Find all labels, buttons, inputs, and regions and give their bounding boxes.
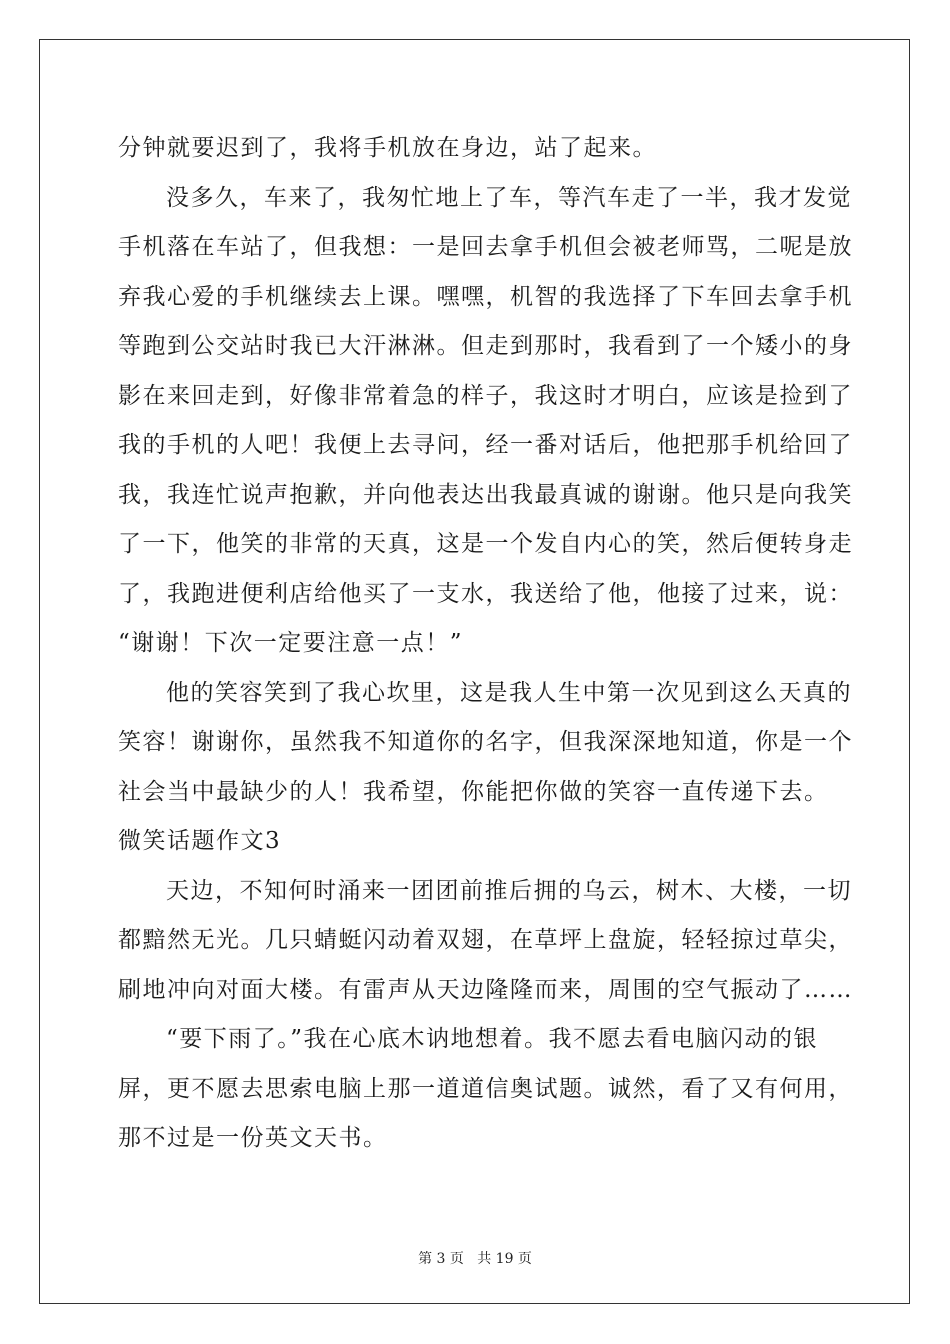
text-line: 我，我连忙说声抱歉，并向他表达出我最真诚的谢谢。他只是向我笑 xyxy=(118,481,853,508)
text-line: 手机落在车站了，但我想：一是回去拿手机但会被老师骂，二呢是放 xyxy=(118,234,853,260)
text-line: 那不过是一份英文天书。 xyxy=(118,1125,388,1151)
text-line: 没多久，车来了，我匆忙地上了车，等汽车走了一半，我才发觉 xyxy=(166,184,852,211)
text-line: 笑容！谢谢你，虽然我不知道你的名字，但我深深地知道，你是一个 xyxy=(118,729,853,755)
text-line: 刷地冲向对面大楼。有雷声从天边隆隆而来，周围的空气振动了…… xyxy=(118,976,853,1003)
text-line: 了一下，他笑的非常的天真，这是一个发自内心的笑，然后便转身走 xyxy=(118,531,853,557)
text-line: 分钟就要迟到了，我将手机放在身边，站了起来。 xyxy=(118,135,657,161)
text-line: 屏，更不愿去思索电脑上那一道道信奥试题。诚然，看了又有何用， xyxy=(118,1075,853,1102)
text-line: 影在来回走到，好像非常着急的样子，我这时才明白，应该是捡到了 xyxy=(118,382,853,409)
text-line: “谢谢！下次一定要注意一点！” xyxy=(118,630,464,656)
text-line: 他的笑容笑到了我心坎里，这是我人生中第一次见到这么天真的 xyxy=(166,679,852,706)
page-number: 第 3 页 共 19 页 xyxy=(418,1251,532,1267)
text-line: 等跑到公交站时我已大汗淋淋。但走到那时，我看到了一个矮小的身 xyxy=(118,333,853,359)
text-line: 弃我心爱的手机继续去上课。嘿嘿，机智的我选择了下车回去拿手机 xyxy=(118,283,853,310)
text-line: 我的手机的人吧！我便上去寻问，经一番对话后，他把那手机给回了 xyxy=(118,432,853,458)
text-line: 社会当中最缺少的人！我希望，你能把你做的笑容一直传递下去。 xyxy=(118,778,829,805)
text-line: “要下雨了。”我在心底木讷地想着。我不愿去看电脑闪动的银 xyxy=(166,1026,819,1052)
text-line: 都黯然无光。几只蜻蜓闪动着双翅，在草坪上盘旋，轻轻掠过草尖， xyxy=(118,927,853,953)
text-line: 天边，不知何时涌来一团团前推后拥的乌云，树木、大楼，一切 xyxy=(166,877,852,904)
text-line: 了，我跑进便利店给他买了一支水，我送给了他，他接了过来，说： xyxy=(118,580,853,607)
section-heading: 微笑话题作文3 xyxy=(118,828,282,854)
document-body xyxy=(118,124,853,1164)
